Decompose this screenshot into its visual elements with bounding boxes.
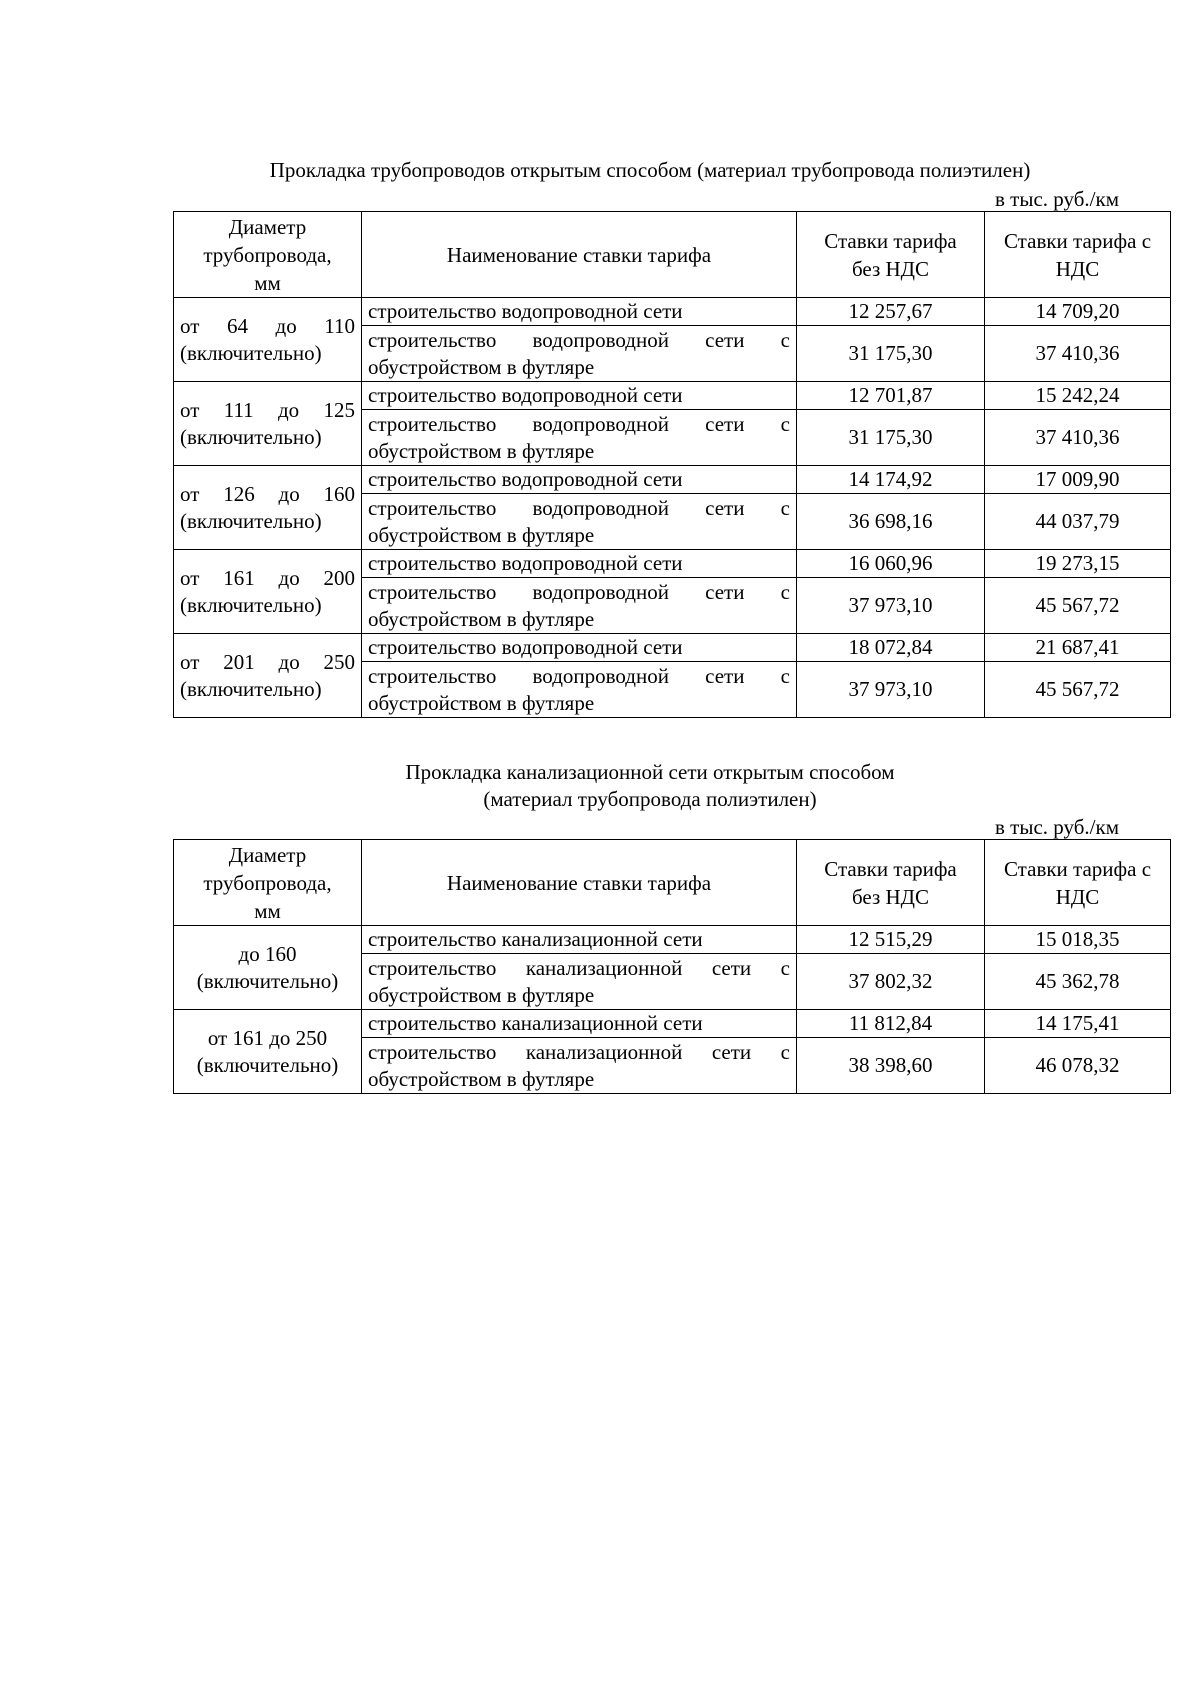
table-header-row — [174, 212, 1171, 298]
with-vat-cell: 46 078,32 — [985, 1038, 1171, 1094]
no-vat-cell: 31 175,30 — [797, 326, 985, 382]
table-row — [174, 1010, 1171, 1038]
with-vat-cell: 14 175,41 — [985, 1010, 1171, 1038]
no-vat-cell: 12 515,29 — [797, 926, 985, 954]
table1-units: в тыс. руб./км — [995, 187, 1119, 211]
header-with-vat: Ставки тарифа с НДС — [985, 840, 1171, 926]
with-vat-cell: 15 242,24 — [985, 382, 1171, 410]
tariff-name-cell: строительство канализационной сети с обустройством в футляре — [362, 1038, 797, 1094]
table2-title-line1: Прокладка канализационной сети открытым способом — [405, 760, 895, 784]
table-row — [174, 298, 1171, 326]
header-no-vat: Ставки тарифа без НДС — [797, 212, 985, 298]
no-vat-cell: 37 802,32 — [797, 954, 985, 1010]
tariff-name-cell: строительство канализационной сети — [362, 926, 797, 954]
diameter-cell: от 64 до 110 (включительно) — [174, 298, 362, 382]
with-vat-cell: 44 037,79 — [985, 494, 1171, 550]
no-vat-cell: 12 257,67 — [797, 298, 985, 326]
tariff-name-cell: строительство водопроводной сети с обустройством в футляре — [362, 410, 797, 466]
no-vat-cell: 37 973,10 — [797, 578, 985, 634]
diameter-cell: от 111 до 125 (включительно) — [174, 382, 362, 466]
with-vat-cell: 19 273,15 — [985, 550, 1171, 578]
tariff-name-cell: строительство водопроводной сети с обустройством в футляре — [362, 662, 797, 718]
table-row — [174, 466, 1171, 494]
tariff-name-cell: строительство водопроводной сети с обустройством в футляре — [362, 494, 797, 550]
table-header-row — [174, 840, 1171, 926]
table-row — [174, 926, 1171, 954]
header-name: Наименование ставки тарифа — [362, 212, 797, 298]
tariff-name-cell: строительство канализационной сети с обустройством в футляре — [362, 954, 797, 1010]
header-diameter: Диаметр трубопровода, мм — [174, 840, 362, 926]
no-vat-cell: 38 398,60 — [797, 1038, 985, 1094]
water-pipeline-tariff-table — [173, 211, 1171, 718]
header-name: Наименование ставки тарифа — [362, 840, 797, 926]
table-row — [174, 634, 1171, 662]
tariff-name-cell: строительство водопроводной сети — [362, 298, 797, 326]
table2-title-line2: (материал трубопровода полиэтилен) — [483, 787, 817, 811]
diameter-cell: от 161 до 200 (включительно) — [174, 550, 362, 634]
tariff-name-cell: строительство водопроводной сети с обустройством в футляре — [362, 578, 797, 634]
no-vat-cell: 36 698,16 — [797, 494, 985, 550]
with-vat-cell: 37 410,36 — [985, 326, 1171, 382]
diameter-cell: до 160 (включительно) — [174, 926, 362, 1010]
tariff-name-cell: строительство водопроводной сети с обустройством в футляре — [362, 326, 797, 382]
with-vat-cell: 45 567,72 — [985, 662, 1171, 718]
with-vat-cell: 15 018,35 — [985, 926, 1171, 954]
tariff-name-cell: строительство водопроводной сети — [362, 466, 797, 494]
header-no-vat: Ставки тарифа без НДС — [797, 840, 985, 926]
with-vat-cell: 45 362,78 — [985, 954, 1171, 1010]
diameter-cell: от 201 до 250 (включительно) — [174, 634, 362, 718]
no-vat-cell: 11 812,84 — [797, 1010, 985, 1038]
with-vat-cell: 17 009,90 — [985, 466, 1171, 494]
table1-title: Прокладка трубопроводов открытым способом (материал трубопровода полиэтилен) — [269, 158, 1031, 182]
no-vat-cell: 16 060,96 — [797, 550, 985, 578]
diameter-cell: от 161 до 250 (включительно) — [174, 1010, 362, 1094]
no-vat-cell: 37 973,10 — [797, 662, 985, 718]
tariff-name-cell: строительство водопроводной сети — [362, 382, 797, 410]
with-vat-cell: 21 687,41 — [985, 634, 1171, 662]
table2-units: в тыс. руб./км — [995, 815, 1119, 839]
tariff-name-cell: строительство канализационной сети — [362, 1010, 797, 1038]
no-vat-cell: 31 175,30 — [797, 410, 985, 466]
sewer-network-tariff-table — [173, 839, 1171, 1094]
table-row — [174, 550, 1171, 578]
diameter-cell: от 126 до 160 (включительно) — [174, 466, 362, 550]
tariff-name-cell: строительство водопроводной сети — [362, 550, 797, 578]
header-diameter: Диаметр трубопровода, мм — [174, 212, 362, 298]
with-vat-cell: 45 567,72 — [985, 578, 1171, 634]
header-with-vat: Ставки тарифа с НДС — [985, 212, 1171, 298]
no-vat-cell: 12 701,87 — [797, 382, 985, 410]
with-vat-cell: 37 410,36 — [985, 410, 1171, 466]
no-vat-cell: 14 174,92 — [797, 466, 985, 494]
no-vat-cell: 18 072,84 — [797, 634, 985, 662]
with-vat-cell: 14 709,20 — [985, 298, 1171, 326]
table-row — [174, 382, 1171, 410]
tariff-name-cell: строительство водопроводной сети — [362, 634, 797, 662]
